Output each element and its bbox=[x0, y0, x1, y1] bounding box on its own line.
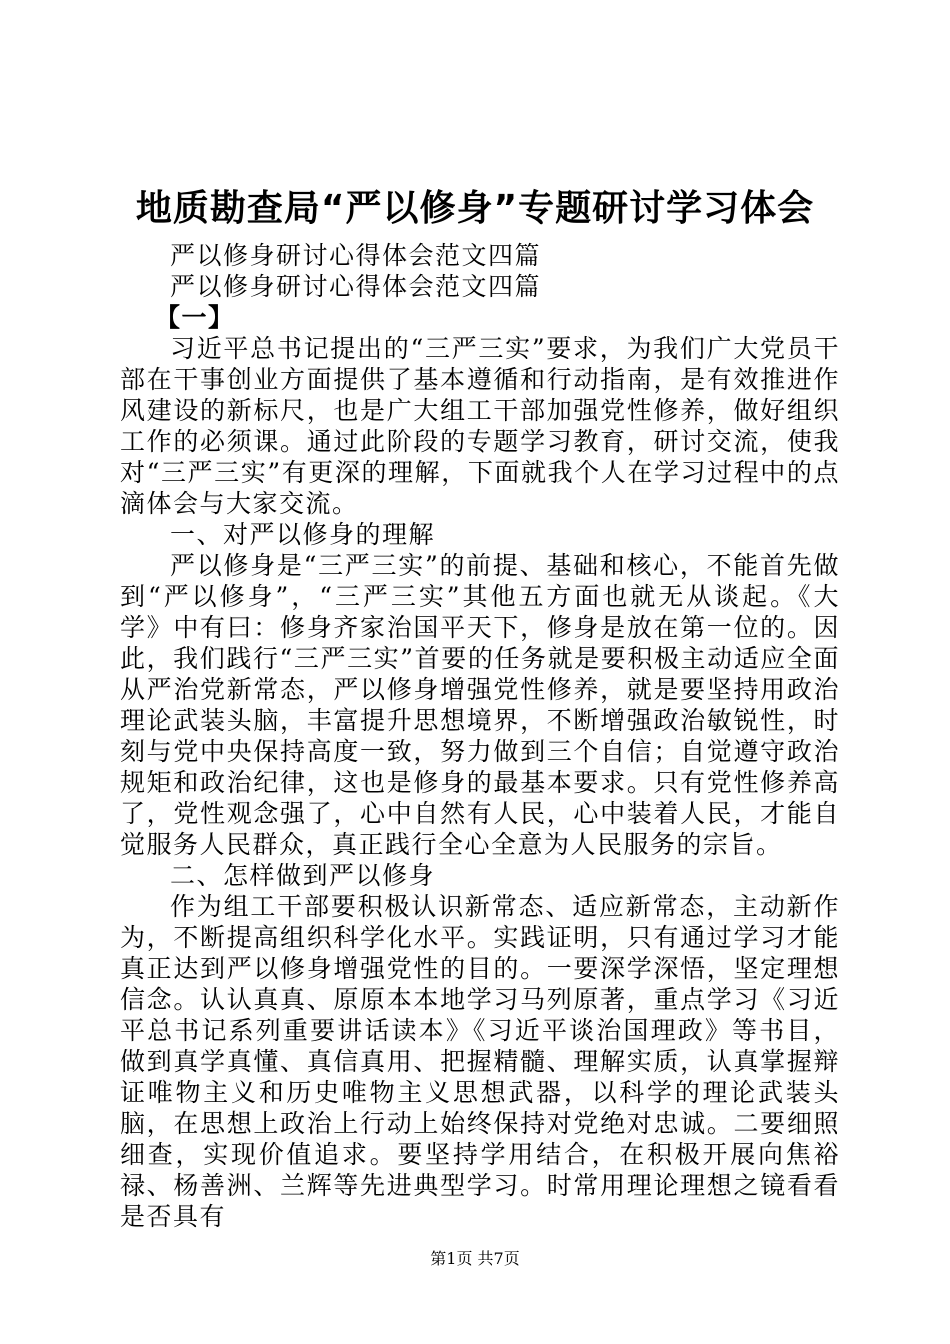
section-heading-2: 二、怎样做到严以修身 bbox=[170, 861, 436, 890]
paragraph-section-1: 严以修身是“三严三实”的前提、基础和核心，不能首先做到“严以修身”，“三严三实”其他五方面也就无从谈起。《大学》中有曰：修身齐家治国平天下，修身是放在第一位的。因此，我们践行“三严三实”首要的任务就是要积极主动适应全面从严治党新常态，严以修身增强党性修养，就是要坚持用政治理论武装头脑，丰富提升思想境界，不断增强政治敏锐性，时刻与党中央保持高度一致，努力做到三个自信；自觉遵守政治规矩和政治纪律，这也是修身的最基本要求。只有党性修养高了，党性观念强了，心中自然有人民，心中装着人民，才能自觉服务人民群众，真正践行全心全意为人民服务的宗旨。 bbox=[120, 551, 840, 859]
paragraph-intro: 习近平总书记提出的“三严三实”要求，为我们广大党员干部在干事创业方面提供了基本遵循和行动指南，是有效推进作风建设的新标尺，也是广大组工干部加强党性修养，做好组织工作的必须课。通过此阶段的专题学习教育，研讨交流，使我对“三严三实”有更深的理解，下面就我个人在学习过程中的点滴体会与大家交流。 bbox=[120, 334, 840, 518]
document-title: 地质勘查局“严以修身”专题研讨学习体会 bbox=[135, 188, 815, 229]
document-body bbox=[120, 240, 840, 1232]
section-marker: 【一】 bbox=[155, 303, 235, 332]
paragraph-subtitle-2: 严以修身研讨心得体会范文四篇 bbox=[170, 272, 542, 301]
section-heading-1: 一、对严以修身的理解 bbox=[170, 520, 436, 549]
paragraph-section-2: 作为组工干部要积极认识新常态、适应新常态，主动新作为，不断提高组织科学化水平。实践证明，只有通过学习才能真正达到严以修身增强党性的目的。一要深学深悟，坚定理想信念。认认真真、原原本本地学习马列原著，重点学习《习近平总书记系列重要讲话读本》《习近平谈治国理政》等书目，做到真学真懂、真信真用、把握精髓、理解实质，认真掌握辩证唯物主义和历史唯物主义思想武器，以科学的理论武装头脑，在思想上政治上行动上始终保持对党绝对忠诚。二要细照细查，实现价值追求。要坚持学用结合，在积极开展向焦裕禄、杨善洲、兰辉等先进典型学习。时常用理论理想之镜看看是否具有 bbox=[120, 892, 840, 1231]
page-footer: 第1页 共7页 bbox=[430, 1249, 520, 1268]
paragraph-subtitle-1: 严以修身研讨心得体会范文四篇 bbox=[170, 241, 542, 270]
